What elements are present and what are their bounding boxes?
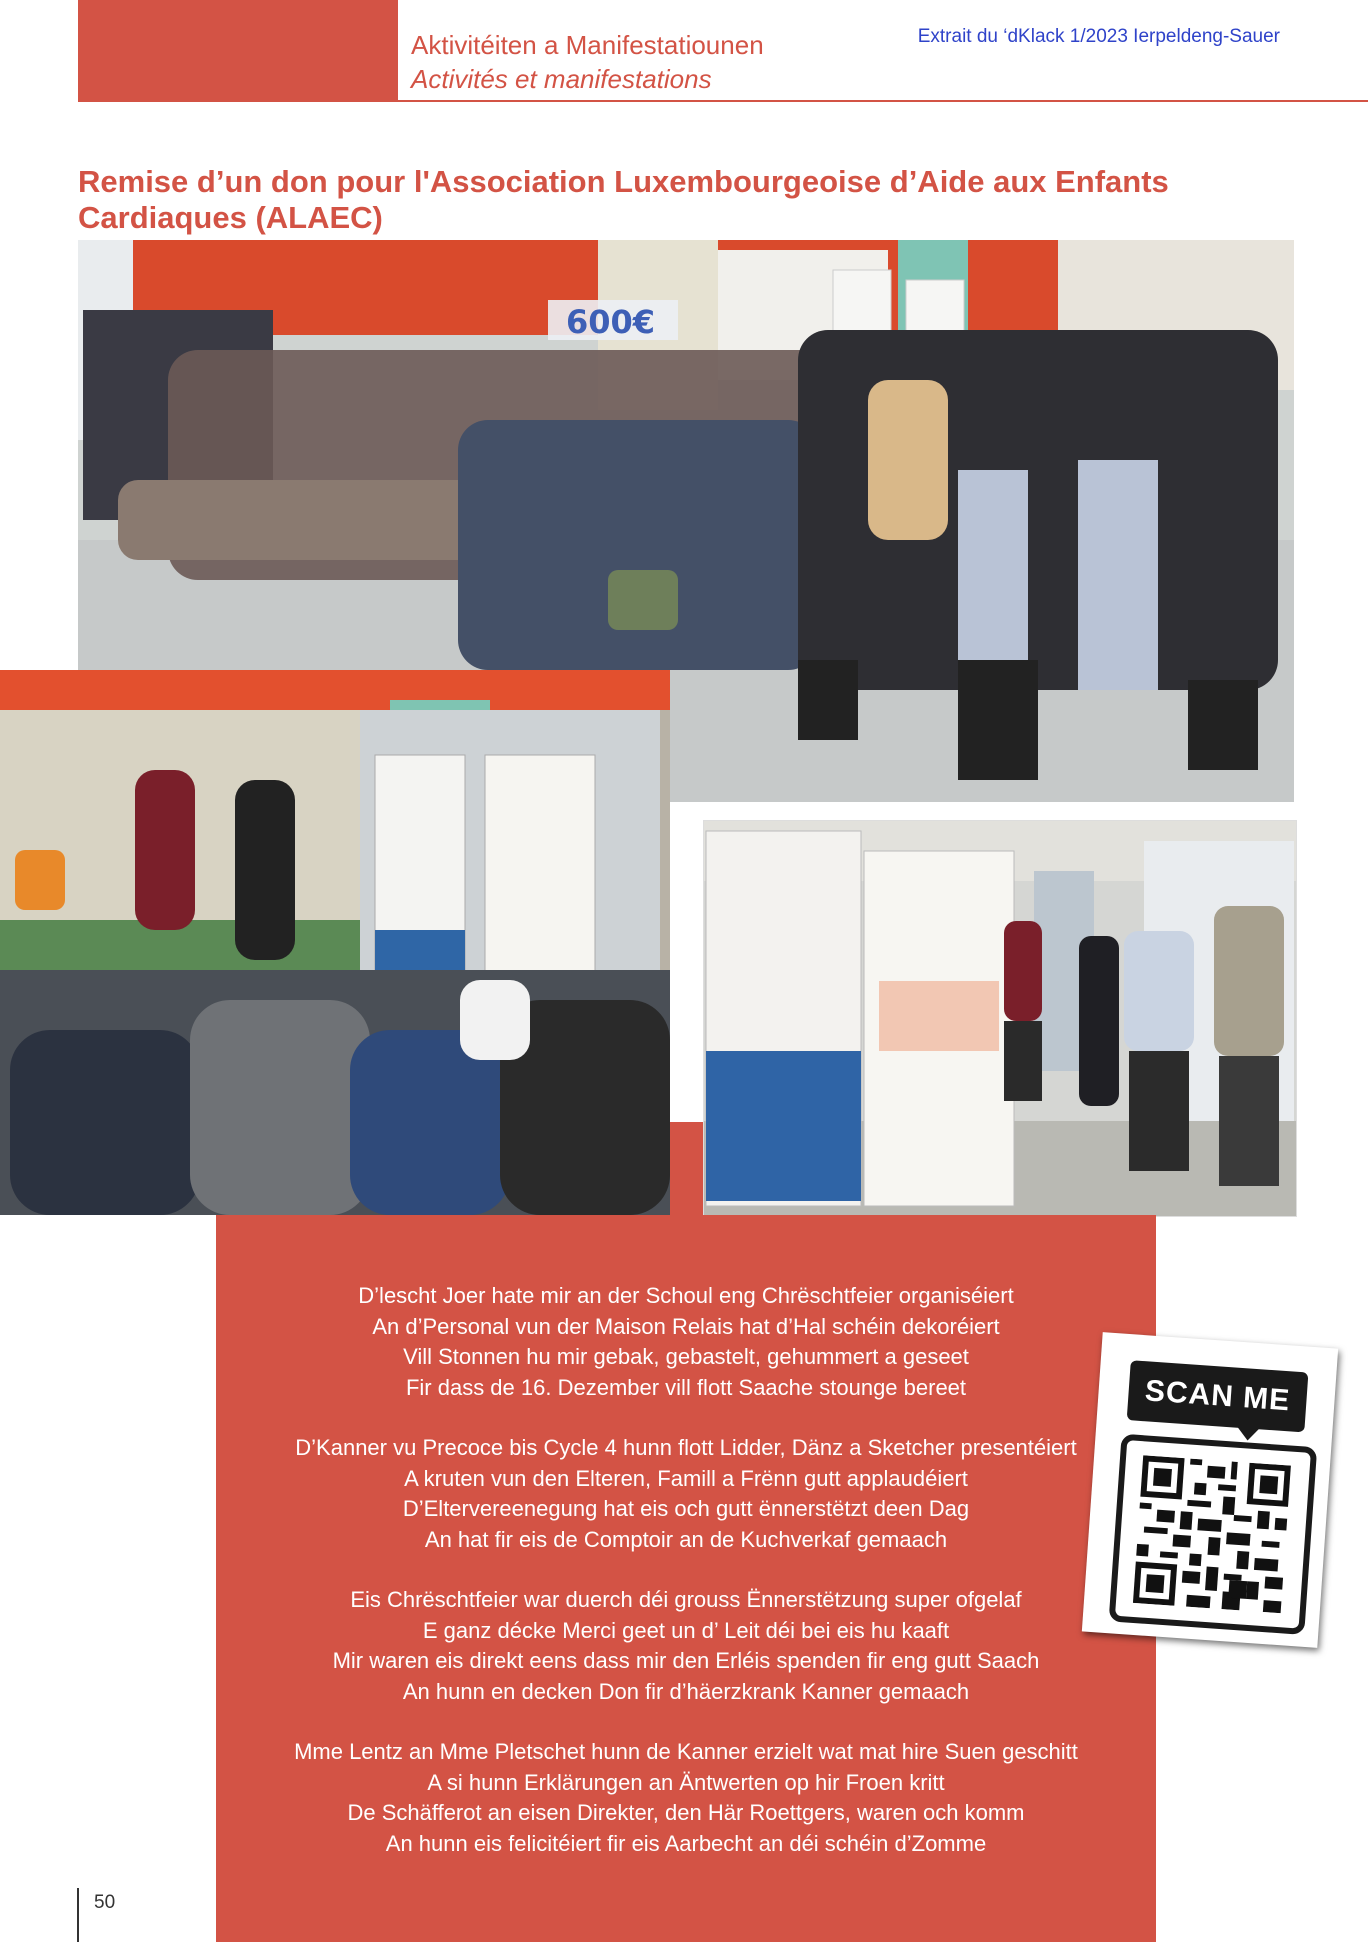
poem-line: A si hunn Erklärungen an Äntwerten op hir Froen kritt xyxy=(427,1769,945,1795)
qr-code-card[interactable] xyxy=(1082,1332,1338,1648)
scan-me-label: SCAN ME xyxy=(1127,1360,1309,1432)
poem-box xyxy=(216,1215,1156,1942)
poem-line: D’Eltervereenegung hat eis och gutt ënnerstëtzt deen Dag xyxy=(402,1496,970,1521)
stage-presentation-photo xyxy=(0,670,670,1215)
poem-line: De Schäfferot an eisen Direkter, den Här Roettgers, waren och komm xyxy=(347,1800,1025,1825)
decorative-red-strip xyxy=(670,1122,703,1215)
qr-code-icon xyxy=(1132,1455,1292,1613)
handover-photo xyxy=(703,820,1297,1217)
poem-line: Mir waren eis direkt eens dass mir den Erléis spenden fir eng gutt Saach xyxy=(332,1648,1040,1673)
header-rule xyxy=(398,100,1368,102)
page-number: 50 xyxy=(94,1892,116,1913)
section-title: Aktivitéiten a Manifestatiounen xyxy=(411,30,764,60)
poem-stanza xyxy=(216,1585,1156,1707)
poem-line: An hunn eis felicitéiert fir eis Aarbecht an déi schéin d’Zomme xyxy=(385,1830,987,1856)
poem-line: A kruten vun den Elteren, Famill a Frënn gutt applaudéiert xyxy=(404,1465,968,1491)
poem-line: E ganz décke Merci geet un d’ Leit déi bei eis hu kaaft xyxy=(422,1617,950,1643)
poem-line: Fir dass de 16. Dezember vill flott Saache stounge bereet xyxy=(405,1374,967,1400)
poem-line: D’lescht Joer hate mir an der Schoul eng Chrëschtfeier organiséiert xyxy=(358,1283,1014,1308)
poem-stanza xyxy=(216,1281,1156,1403)
poem-stanza xyxy=(216,1433,1156,1555)
poem-line: Vill Stonnen hu mir gebak, gebastelt, gehummert a geseet xyxy=(403,1344,969,1369)
article-title: Remise d’un don pour l'Association Luxembourgeoise d’Aide aux Enfants Cardiaques (ALAEC) xyxy=(78,164,1169,235)
section-subtitle: Activités et manifestations xyxy=(411,64,712,94)
poem-stanza xyxy=(216,1737,1156,1859)
speech-bubble-tail xyxy=(1236,1426,1261,1442)
poem-line: An hat fir eis de Comptoir an de Kuchverkaf gemaach xyxy=(424,1526,948,1552)
poem-line: Eis Chrëschtfeier war duerch déi grouss Ënnerstëtzung super ofgelaf xyxy=(350,1587,1022,1612)
donation-sign-text: 600€ xyxy=(566,303,656,341)
poem-line: An hunn en decken Don fir d’häerzkrank Kanner gemaach xyxy=(402,1678,970,1704)
poem-line: An d’Personal vun der Maison Relais hat d’Hal schéin dekoréiert xyxy=(372,1313,1000,1339)
header-accent-block xyxy=(78,0,398,102)
qr-code[interactable] xyxy=(1109,1434,1318,1635)
page-number-rule xyxy=(77,1888,79,1942)
poem-text xyxy=(216,1281,1156,1889)
poem-line: Mme Lentz an Mme Pletschet hunn de Kanner erzielt wat mat hire Suen geschitt xyxy=(294,1739,1078,1764)
extract-note: Extrait du ‘dKlack 1/2023 Ierpeldeng-Sauer xyxy=(917,26,1280,47)
poem-line: D’Kanner vu Precoce bis Cycle 4 hunn flott Lidder, Dänz a Sketcher presentéiert xyxy=(295,1435,1077,1460)
